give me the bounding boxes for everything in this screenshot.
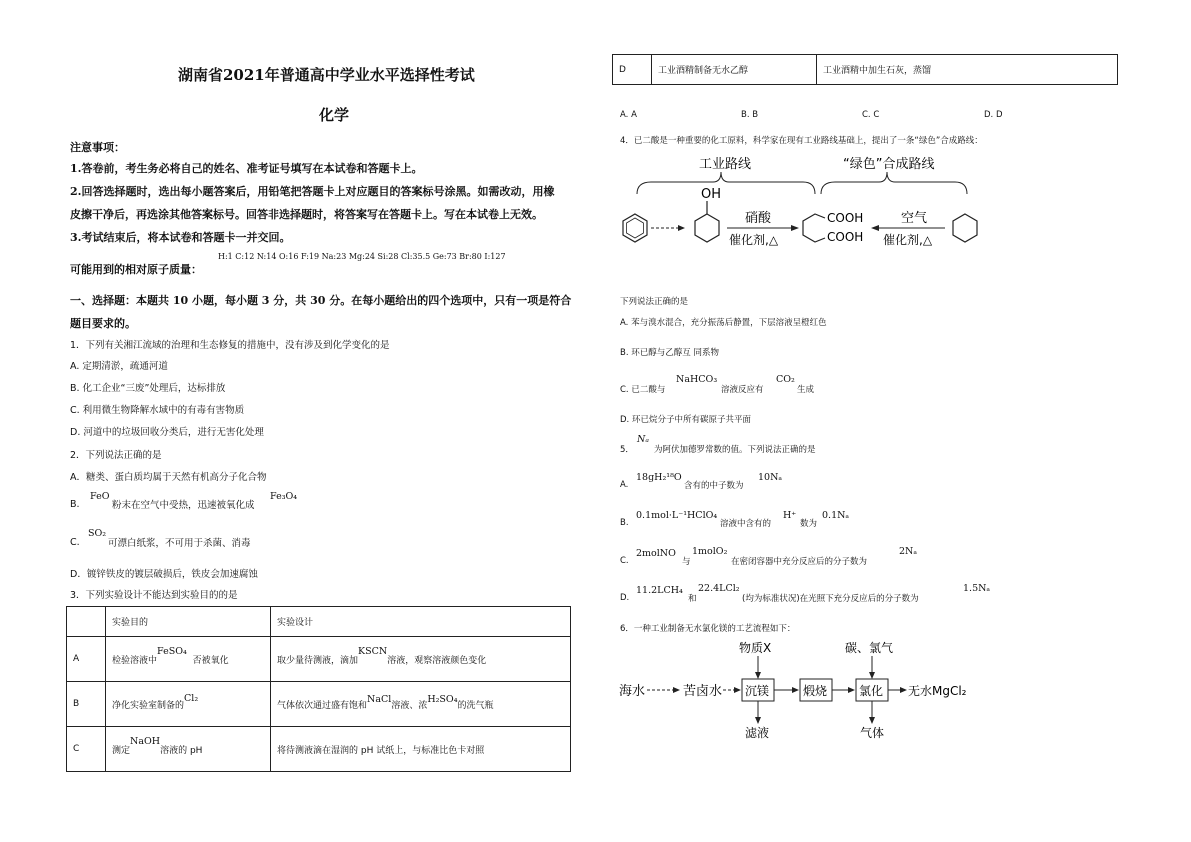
formula: FeO — [90, 491, 110, 502]
q2-option-c-text: 可漂白纸浆，不可用于杀菌、消毒 — [108, 538, 251, 549]
q5-option-d-label: D. — [620, 593, 630, 603]
exam-title: 湖南省2021年普通高中学业水平选择性考试 — [178, 66, 475, 84]
q5-option-b-text: 溶液中含有的 — [720, 519, 772, 529]
row-key: D — [613, 55, 652, 85]
arrow-head — [678, 225, 685, 231]
q4-option-d: D. 环已烷分子中所有碳原子共平面 — [620, 415, 751, 425]
row-design: 取少量待测液，滴加KSCN溶液，观察溶液颜色变化 — [271, 637, 571, 682]
formula: 0.1mol·L⁻¹HClO₄ — [636, 510, 718, 521]
q5-option-d-text: 和 — [688, 594, 697, 604]
q5-option-a-label: A. — [620, 480, 629, 490]
q2-option-c-label: C. — [70, 537, 80, 548]
subject-title: 化学 — [319, 106, 350, 124]
arrow-head — [791, 225, 799, 231]
flow-product: 无水MgCl₂ — [908, 684, 967, 698]
route-green-label: “绿色”合成路线 — [843, 157, 935, 172]
q5-option-c-label: C. — [620, 556, 629, 566]
reagent-air: 空气 — [901, 211, 928, 226]
cyclohexanol-ring — [695, 201, 719, 242]
oh-group: OH — [701, 187, 722, 202]
q4-reaction-scheme — [615, 150, 995, 260]
flow-sea-water: 海水 — [619, 684, 646, 699]
row-purpose: 净化实验室制备的Cl₂ — [106, 682, 271, 727]
formula: 0.1Nₐ — [822, 510, 850, 521]
q3-option-d: D. D — [984, 110, 1003, 120]
formula: 1molO₂ — [692, 546, 728, 557]
row-purpose: 测定NaOH溶液的 pH — [106, 727, 271, 772]
q3-table-continued — [612, 54, 1118, 85]
q4-option-a: A. 苯与溴水混合，充分振荡后静置，下层溶液呈橙红色 — [620, 318, 827, 328]
row-design: 工业酒精中加生石灰，蒸馏 — [817, 55, 1118, 85]
arrow-head — [900, 687, 907, 693]
flow-gas: 气体 — [860, 726, 885, 740]
q3-option-a: A. A — [620, 110, 637, 120]
formula: H⁺ — [783, 510, 797, 521]
reagent-nitric: 硝酸 — [745, 211, 772, 226]
section-heading: 一、选择题：本题共 10 小题，每小题 3 分，共 30 分。在每小题给出的四个选项中，只有一项是符合 — [70, 294, 572, 307]
q2-stem: 2．下列说法正确的是 — [70, 450, 162, 461]
atomic-mass-values: H:1 C:12 N:14 O:16 F:19 Na:23 Mg:24 Si:28 Cl:35.5 Ge:73 Br:80 I:127 — [218, 252, 506, 261]
cooh-bottom: COOH — [827, 230, 864, 244]
flow-carbon-chlorine: 碳、氯气 — [845, 641, 894, 655]
formula: SO₂ — [88, 528, 107, 539]
table-row — [67, 727, 571, 772]
q5-option-b-label: B. — [620, 518, 629, 528]
q4-stem: 4．已二酸是一种重要的化工原料，科学家在现有工业路线基础上，提出了一条“绿色”合成路线： — [620, 136, 983, 146]
q5-option-d-text2: (均为标准状况)在光照下充分反应后的分子数为 — [742, 594, 919, 604]
q1-stem: 1．下列有关湘江流域的治理和生态修复的措施中，没有涉及到化学变化的是 — [70, 340, 390, 351]
q4-option-c-end: 生成 — [797, 385, 815, 395]
notice-heading: 注意事项： — [70, 141, 125, 154]
route-industrial-label: 工业路线 — [699, 157, 752, 172]
notice-item: 2.回答选择题时，选出每小题答案后，用铅笔把答题卡上对应题目的答案标号涂黑。如需改动，用橡 — [70, 185, 555, 198]
brace-industrial — [637, 172, 815, 194]
q1-option-c: C. 利用微生物降解水域中的有毒有害物质 — [70, 405, 245, 416]
row-design: 将待测液滴在湿润的 pH 试纸上，与标准比色卡对照 — [271, 727, 571, 772]
row-design: 气体依次通过盛有饱和NaCl溶液、浓H₂SO₄的洗气瓶 — [271, 682, 571, 727]
flow-substance-x: 物质X — [739, 641, 772, 655]
q1-option-a: A. 定期清淤，疏通河道 — [70, 361, 168, 372]
formula: Fe₃O₄ — [270, 491, 298, 502]
adipic-acid-ring — [803, 214, 825, 242]
q5-option-a-text: 含有的中子数为 — [684, 481, 744, 491]
table-row — [613, 55, 1118, 85]
formula: 10Nₐ — [758, 472, 783, 483]
q5-option-c-text2: 在密闭容器中充分反应后的分子数为 — [731, 557, 868, 567]
arrow-head — [871, 225, 879, 231]
arrow-head — [792, 687, 799, 693]
q5-option-c-text: 与 — [682, 557, 691, 567]
q4-prompt: 下列说法正确的是 — [620, 297, 689, 307]
formula: 1.5Nₐ — [963, 583, 991, 594]
row-key: B — [67, 682, 106, 727]
table-row — [67, 682, 571, 727]
benzene-ring — [623, 214, 647, 242]
arrow-head — [673, 687, 680, 693]
notice-item: 1.答卷前，考生务必将自己的姓名、准考证号填写在本试卷和答题卡上。 — [70, 162, 423, 175]
q3-option-c: C. C — [862, 110, 880, 120]
q3-table — [66, 606, 571, 772]
arrow-head — [734, 687, 741, 693]
formula: Nₐ — [637, 434, 649, 445]
formula: 22.4LCl₂ — [698, 583, 740, 594]
cyclohexane-ring — [953, 214, 977, 242]
q3-stem: 3．下列实验设计不能达到实验目的的是 — [70, 590, 238, 601]
formula: 2molNO — [636, 548, 676, 559]
brace-green — [821, 172, 967, 194]
q2-option-b-label: B. — [70, 499, 80, 510]
formula: 11.2LCH₄ — [636, 585, 683, 596]
row-purpose: 检验溶液中FeSO₄ 否被氧化 — [106, 637, 271, 682]
formula: 2Nₐ — [899, 546, 918, 557]
q1-option-d: D. 河道中的垃圾回收分类后，进行无害化处理 — [70, 427, 264, 438]
cooh-top: COOH — [827, 211, 864, 225]
table-header-design: 实验设计 — [271, 607, 571, 637]
atomic-mass-label: 可能用到的相对原子质量： — [70, 263, 202, 276]
q6-process-flow — [615, 636, 985, 746]
q4-option-c-label: C. 已二酸与 — [620, 385, 666, 395]
row-key: C — [67, 727, 106, 772]
flow-brine: 苦卤水 — [683, 684, 723, 699]
row-key: A — [67, 637, 106, 682]
arrow-head — [755, 717, 761, 724]
flow-calcination: 煅烧 — [803, 684, 828, 698]
arrow-head — [848, 687, 855, 693]
flow-chlorination: 氯化 — [859, 684, 884, 698]
table-row — [67, 637, 571, 682]
q4-option-c-text: 溶液反应有 — [721, 385, 764, 395]
catalyst-1: 催化剂,△ — [729, 233, 779, 247]
q2-option-a: A．糖类、蛋白质均属于天然有机高分子化合物 — [70, 472, 267, 483]
formula: NaHCO₃ — [676, 374, 718, 385]
q2-option-d: D．镀锌铁皮的镀层破损后，铁皮会加速腐蚀 — [70, 569, 258, 580]
table-cell-empty — [67, 607, 106, 637]
formula: CO₂ — [776, 374, 795, 385]
arrow-head — [869, 717, 875, 724]
row-purpose: 工业酒精制备无水乙醇 — [652, 55, 817, 85]
flow-filtrate: 滤液 — [745, 726, 770, 740]
notice-item: 皮擦干净后，再选涂其他答案标号。回答非选择题时，将答案写在答题卡上。写在本试卷上无效。 — [70, 208, 543, 221]
q2-option-b-text: 粉末在空气中受热，迅速被氧化成 — [112, 500, 255, 511]
q6-stem: 6．一种工业制备无水氯化镁的工艺流程如下： — [620, 624, 796, 634]
q5-option-b-text2: 数为 — [800, 519, 818, 529]
q3-option-b: B. B — [741, 110, 759, 120]
q4-option-b: B. 环已醇与乙醇互 同系物 — [620, 348, 719, 358]
section-heading-cont: 题目要求的。 — [70, 317, 136, 330]
q5-stem: 为阿伏加德罗常数的值。下列说法正确的是 — [654, 445, 816, 455]
notice-item: 3.考试结束后，将本试卷和答题卡一并交回。 — [70, 231, 291, 244]
table-header-purpose: 实验目的 — [106, 607, 271, 637]
arrow-head — [869, 672, 875, 679]
formula: 18gH₂¹⁸O — [636, 472, 682, 483]
flow-precipitation: 沉镁 — [745, 684, 770, 698]
q1-option-b: B. 化工企业“三废”处理后，达标排放 — [70, 383, 226, 394]
arrow-head — [755, 672, 761, 679]
catalyst-2: 催化剂,△ — [883, 233, 933, 247]
q5-number: 5． — [620, 445, 634, 455]
